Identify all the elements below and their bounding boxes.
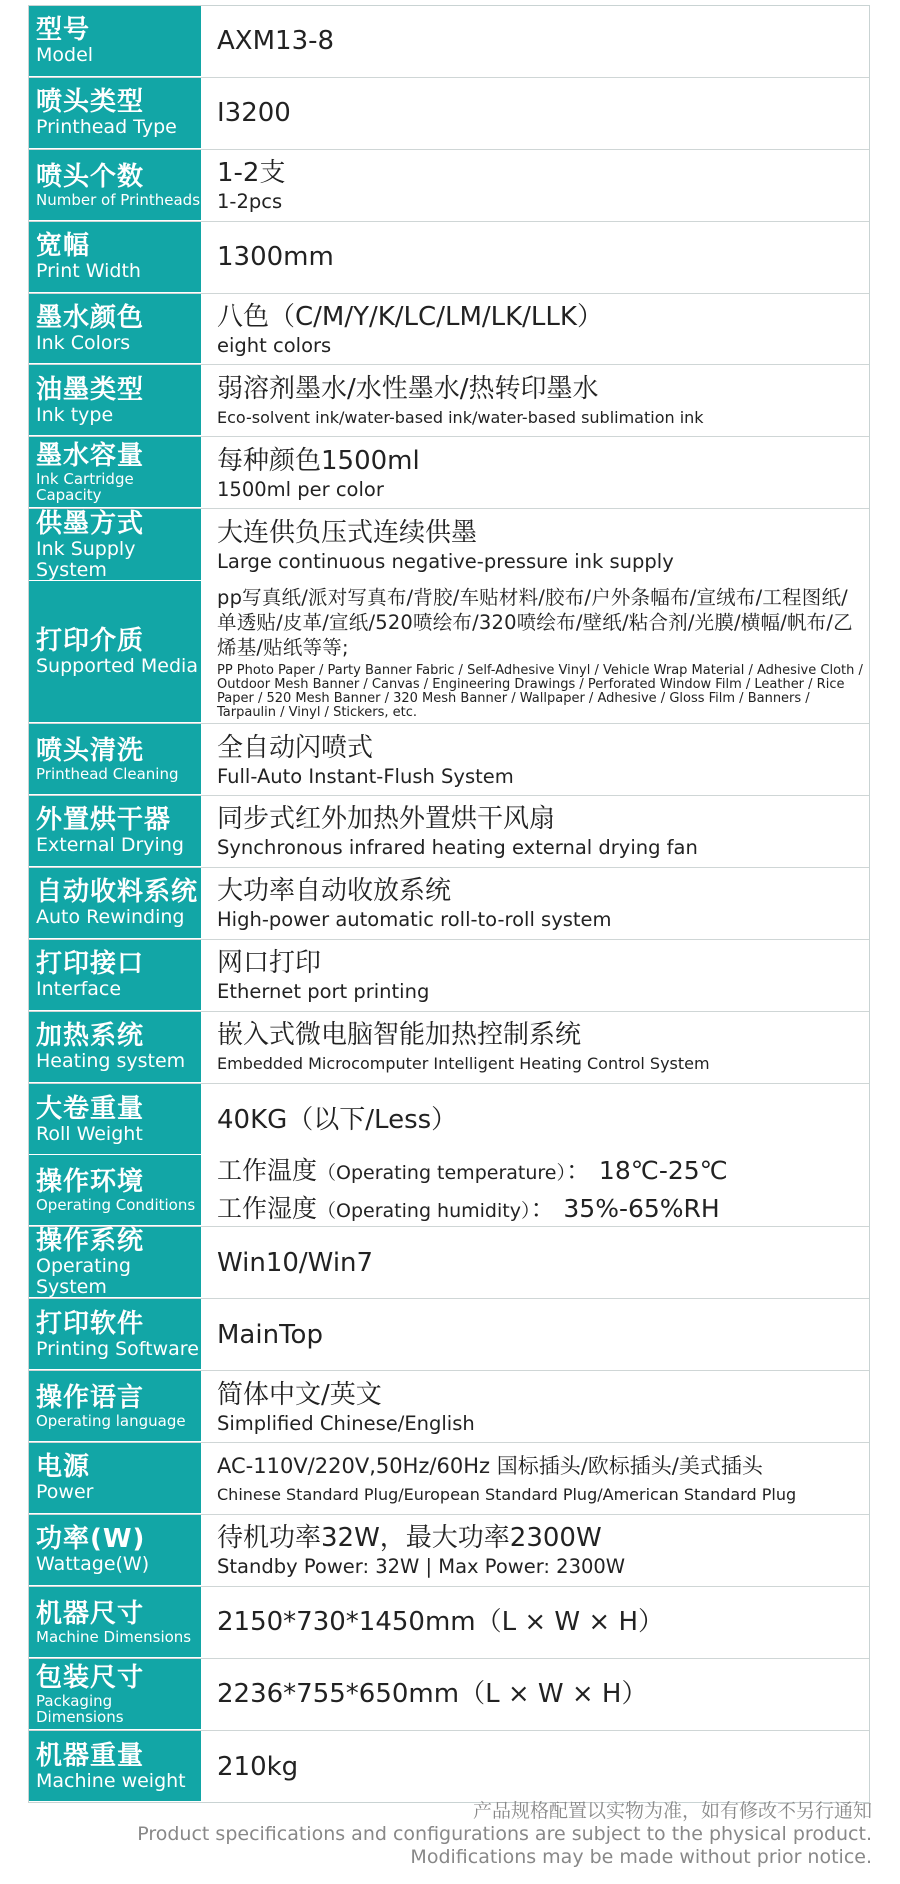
spec-label bbox=[29, 1084, 201, 1156]
spec-label-en: Packaging Dimensions bbox=[36, 1691, 124, 1726]
spec-value-sub: Large continuous negative-pressure ink supply bbox=[217, 550, 674, 574]
spec-value-main: 210kg bbox=[217, 1751, 299, 1782]
footnote-cn: 产品规格配置以实物为准，如有修改不另行通知 bbox=[472, 1800, 872, 1822]
spec-value bbox=[201, 6, 869, 77]
spec-label-en: Heating system bbox=[36, 1050, 186, 1073]
spec-value bbox=[201, 868, 869, 939]
spec-label-en: Wattage(W) bbox=[36, 1553, 150, 1576]
spec-label-cn: 大卷重量 bbox=[36, 1093, 145, 1124]
spec-label bbox=[29, 509, 201, 581]
spec-value-sub: Full-Auto Instant-Flush System bbox=[217, 764, 514, 788]
spec-value bbox=[201, 581, 869, 723]
spec-row bbox=[29, 509, 869, 581]
spec-row bbox=[29, 437, 869, 509]
operating-humidity bbox=[217, 1191, 863, 1226]
spec-row bbox=[29, 294, 869, 366]
spec-value bbox=[201, 509, 869, 581]
spec-label-en: Ink Supply System bbox=[36, 537, 136, 581]
spec-value-main: 待机功率32W，最大功率2300W bbox=[217, 1523, 602, 1554]
spec-value bbox=[201, 724, 869, 795]
spec-value bbox=[201, 1155, 869, 1226]
spec-label-cn: 操作语言 bbox=[36, 1383, 145, 1414]
spec-label-cn: 喷头个数 bbox=[36, 161, 145, 192]
spec-label bbox=[29, 6, 201, 77]
spec-value-main: 全自动闪喷式 bbox=[217, 732, 374, 763]
spec-label bbox=[29, 581, 201, 723]
spec-label bbox=[29, 78, 201, 149]
spec-label-cn: 打印介质 bbox=[36, 626, 145, 657]
spec-label-cn: 机器尺寸 bbox=[36, 1598, 145, 1629]
spec-label-cn: 包装尺寸 bbox=[36, 1662, 145, 1693]
media-list-cn: pp写真纸/派对写真布/背胶/车贴材料/胶布/户外条幅布/宣绒布/工程图纸/单透贴/皮革/宣纸/520喷绘布/320喷绘布/壁纸/粘合剂/光膜/横幅/帆布/乙烯基/贴纸等等; bbox=[217, 585, 853, 659]
spec-label bbox=[29, 365, 201, 436]
spec-label bbox=[29, 796, 201, 867]
spec-label-en: Model bbox=[36, 44, 94, 67]
spec-row bbox=[29, 1012, 869, 1084]
spec-value bbox=[201, 796, 869, 867]
spec-label-cn: 打印接口 bbox=[36, 949, 145, 980]
spec-label-cn: 宽幅 bbox=[36, 231, 91, 262]
spec-value bbox=[201, 940, 869, 1011]
spec-label-en: Ink type bbox=[36, 403, 114, 426]
spec-value bbox=[201, 1371, 869, 1442]
spec-label-cn: 墨水容量 bbox=[36, 441, 145, 472]
spec-row-supported-media bbox=[29, 581, 869, 724]
spec-value-sub: eight colors bbox=[217, 334, 332, 357]
spec-value-main: 弱溶剂墨水/水性墨水/热转印墨水 bbox=[217, 373, 599, 404]
spec-label-cn: 机器重量 bbox=[36, 1740, 145, 1771]
spec-label bbox=[29, 1443, 201, 1514]
temperature-label-en: （Operating temperature） bbox=[317, 1161, 566, 1184]
footnote-en-line1: Product specifications and configurations are subject to the physical product. bbox=[137, 1823, 872, 1845]
spec-label-en: Operating language bbox=[36, 1412, 186, 1431]
spec-label-en: Supported Media bbox=[36, 655, 198, 678]
spec-value-sub: Standby Power: 32W | Max Power: 2300W bbox=[217, 1555, 626, 1579]
spec-label bbox=[29, 1371, 201, 1442]
spec-label bbox=[29, 1227, 201, 1298]
spec-value bbox=[201, 1515, 869, 1586]
spec-value-main: 大功率自动收放系统 bbox=[217, 876, 452, 907]
spec-value-main: AC-110V/220V,50Hz/60Hz 国标插头/欧标插头/美式插头 bbox=[217, 1454, 763, 1479]
spec-label bbox=[29, 222, 201, 293]
spec-label bbox=[29, 437, 201, 508]
spec-value-main: 1-2支 bbox=[217, 158, 286, 189]
spec-row bbox=[29, 150, 869, 222]
spec-label-en: Machine Dimensions bbox=[36, 1627, 192, 1646]
spec-value-main: 40KG（以下/Less） bbox=[217, 1104, 458, 1135]
spec-label bbox=[29, 150, 201, 221]
spec-label-en: Machine weight bbox=[36, 1769, 186, 1792]
spec-value-sub: Simplified Chinese/English bbox=[217, 1411, 475, 1435]
spec-value bbox=[201, 1227, 869, 1298]
spec-value bbox=[201, 437, 869, 508]
spec-value-main: 每种颜色1500ml bbox=[217, 445, 420, 476]
spec-value-main: 八色（C/M/Y/K/LC/LM/LK/LLK） bbox=[217, 302, 603, 332]
spec-row bbox=[29, 1299, 869, 1371]
temperature-value: ： 18℃-25℃ bbox=[565, 1155, 728, 1185]
spec-label bbox=[29, 294, 201, 365]
spec-label-cn: 油墨类型 bbox=[36, 374, 145, 405]
spec-group-1 bbox=[29, 6, 869, 581]
spec-value-sub: Chinese Standard Plug/European Standard Plug/American Standard Plug bbox=[217, 1485, 797, 1505]
spec-row bbox=[29, 1659, 869, 1731]
spec-label bbox=[29, 1012, 201, 1083]
spec-value-main: 简体中文/英文 bbox=[217, 1379, 382, 1410]
spec-value-main: Win10/Win7 bbox=[217, 1247, 374, 1278]
spec-row bbox=[29, 1084, 869, 1156]
spec-label-cn: 供墨方式 bbox=[36, 508, 145, 539]
spec-label-cn: 打印软件 bbox=[36, 1308, 145, 1339]
spec-label bbox=[29, 1587, 201, 1658]
spec-label-cn: 型号 bbox=[36, 15, 91, 46]
spec-label-cn: 电源 bbox=[36, 1452, 91, 1483]
spec-row-operating-conditions bbox=[29, 1155, 869, 1227]
spec-label-en: Printhead Cleaning bbox=[36, 765, 179, 784]
spec-label-cn: 功率(W) bbox=[36, 1524, 146, 1555]
footnote-en-line2: Modifications may be made without prior notice. bbox=[410, 1846, 872, 1868]
spec-label-en: Roll Weight bbox=[36, 1122, 143, 1145]
spec-label bbox=[29, 1659, 201, 1730]
spec-value bbox=[201, 1299, 869, 1370]
spec-value bbox=[201, 1587, 869, 1658]
spec-label bbox=[29, 940, 201, 1011]
spec-value bbox=[201, 1012, 869, 1083]
spec-label bbox=[29, 868, 201, 939]
spec-value-sub: Ethernet port printing bbox=[217, 980, 430, 1004]
spec-value bbox=[201, 1731, 869, 1803]
spec-value bbox=[201, 150, 869, 221]
spec-row bbox=[29, 1587, 869, 1659]
spec-label-en: Number of Printheads bbox=[36, 190, 201, 209]
spec-label-en: Ink Cartridge Capacity bbox=[36, 470, 134, 505]
spec-row bbox=[29, 868, 869, 940]
operating-temperature bbox=[217, 1155, 863, 1190]
spec-value-main: 同步式红外加热外置烘干风扇 bbox=[217, 804, 556, 835]
spec-label-en: Printing Software bbox=[36, 1337, 199, 1360]
spec-group-3 bbox=[29, 1227, 869, 1802]
spec-row bbox=[29, 1515, 869, 1587]
spec-label-en: Operating System bbox=[36, 1255, 131, 1299]
spec-label bbox=[29, 1299, 201, 1370]
spec-value bbox=[201, 78, 869, 149]
spec-value-sub: 1-2pcs bbox=[217, 190, 283, 214]
spec-value-sub: Eco-solvent ink/water-based ink/water-based sublimation ink bbox=[217, 407, 704, 427]
spec-row bbox=[29, 724, 869, 796]
humidity-label-cn: 工作湿度 bbox=[217, 1193, 318, 1223]
spec-value-sub: Embedded Microcomputer Intelligent Heating Control System bbox=[217, 1054, 710, 1074]
spec-value-main: 嵌入式微电脑智能加热控制系统 bbox=[217, 1020, 582, 1051]
spec-label-en: External Drying bbox=[36, 834, 184, 857]
spec-value bbox=[201, 1084, 869, 1156]
spec-row bbox=[29, 1227, 869, 1299]
spec-value bbox=[201, 1443, 869, 1514]
spec-label-cn: 喷头类型 bbox=[36, 87, 145, 118]
spec-value-main: AXM13-8 bbox=[217, 26, 335, 57]
spec-value-main: 1300mm bbox=[217, 242, 334, 273]
spec-label-en: Operating Conditions bbox=[36, 1196, 196, 1215]
spec-value bbox=[201, 222, 869, 293]
spec-value bbox=[201, 1659, 869, 1730]
spec-label-cn: 加热系统 bbox=[36, 1021, 145, 1052]
spec-row bbox=[29, 796, 869, 868]
media-list-en: PP Photo Paper / Party Banner Fabric / Self-Adhesive Vinyl / Vehicle Wrap Material / Adhesive Cloth / Outdoor Mesh Banner / Canvas / Engineering Drawings / Perforated Window Film / Leather / Rice Paper / 520 Mesh Banner / 320 Mesh Banner / Wallpaper / Adhesive / Gloss Film / Banners / Tarpaulin / Vinyl / Stickers, etc. bbox=[217, 662, 863, 720]
spec-label bbox=[29, 724, 201, 795]
spec-label-en: Power bbox=[36, 1481, 94, 1504]
spec-value-main: 2236*755*650mm（L × W × H） bbox=[217, 1679, 648, 1710]
spec-value-main: 大连供负压式连续供墨 bbox=[217, 518, 478, 549]
humidity-value: ： 35%-65%RH bbox=[530, 1193, 720, 1223]
spec-label-cn: 喷头清洗 bbox=[36, 736, 145, 767]
spec-value-sub: Synchronous infrared heating external drying fan bbox=[217, 836, 698, 860]
spec-label-en: Printhead Type bbox=[36, 116, 177, 139]
spec-value-sub: High-power automatic roll-to-roll system bbox=[217, 908, 612, 932]
spec-value bbox=[201, 294, 869, 365]
spec-label bbox=[29, 1731, 201, 1803]
spec-label-cn: 墨水颜色 bbox=[36, 303, 145, 333]
spec-table bbox=[28, 5, 870, 1803]
spec-label-en: Ink Colors bbox=[36, 332, 131, 354]
footnote bbox=[137, 1800, 872, 1869]
spec-label bbox=[29, 1515, 201, 1586]
spec-label-cn: 自动收料系统 bbox=[36, 877, 199, 908]
spec-row bbox=[29, 1731, 869, 1803]
spec-label-en: Auto Rewinding bbox=[36, 906, 185, 929]
spec-row bbox=[29, 1371, 869, 1443]
spec-label-en: Interface bbox=[36, 978, 122, 1001]
spec-label-cn: 外置烘干器 bbox=[36, 805, 172, 836]
spec-row bbox=[29, 78, 869, 150]
spec-value-main: 网口打印 bbox=[217, 948, 322, 979]
spec-value-main: MainTop bbox=[217, 1319, 323, 1350]
spec-label-cn: 操作环境 bbox=[36, 1167, 145, 1198]
spec-label-cn: 操作系统 bbox=[36, 1226, 145, 1257]
humidity-label-en: （Operating humidity） bbox=[317, 1199, 531, 1222]
spec-row bbox=[29, 6, 869, 78]
spec-value-main: I3200 bbox=[217, 98, 291, 129]
spec-label bbox=[29, 1155, 201, 1226]
temperature-label-cn: 工作温度 bbox=[217, 1155, 318, 1185]
spec-row bbox=[29, 940, 869, 1012]
spec-value-sub: 1500ml per color bbox=[217, 477, 384, 501]
spec-group-2 bbox=[29, 724, 869, 1155]
spec-row bbox=[29, 1443, 869, 1515]
spec-value-main: 2150*730*1450mm（L × W × H） bbox=[217, 1607, 664, 1638]
spec-row bbox=[29, 222, 869, 294]
spec-row bbox=[29, 365, 869, 437]
spec-value bbox=[201, 365, 869, 436]
spec-label-en: Print Width bbox=[36, 260, 141, 283]
